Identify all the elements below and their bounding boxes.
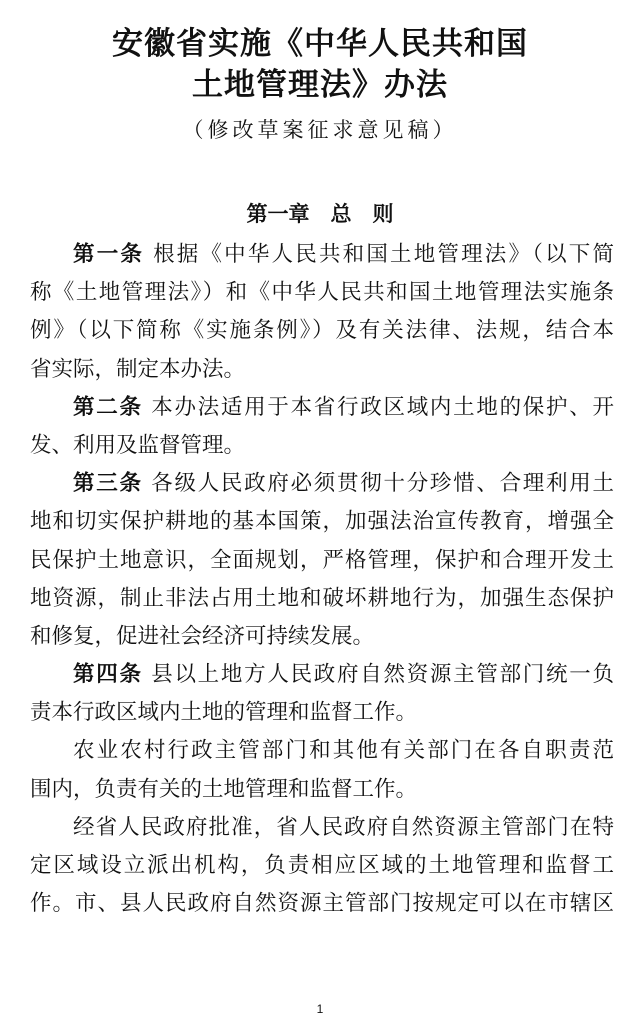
paragraph-text: 本办法适用于本省行政区域内土地的保护、开 <box>142 394 614 420</box>
paragraph-line: 发、利用及监督管理。 <box>30 432 246 458</box>
paragraph-text: 各级人民政府必须贯彻十分珍惜、合理利用土 <box>142 471 614 497</box>
paragraph-line: 经省人民政府批准，省人民政府自然资源主管部门在特 <box>73 814 614 840</box>
paragraph-line <box>30 389 614 427</box>
article-label: 第二条 <box>73 394 143 420</box>
document-title-line-1: 安徽省实施《中华人民共和国 <box>112 26 528 62</box>
paragraph-line: 和修复，促进社会经济可持续发展。 <box>30 623 375 649</box>
paragraph-line <box>30 465 614 503</box>
paragraph-line: 地和切实保护耕地的基本国策，加强法治宣传教育，增强全 <box>30 509 614 535</box>
document-body <box>30 236 614 923</box>
paragraph-line <box>30 236 614 274</box>
document-title-line-2: 土地管理法》办法 <box>192 67 448 103</box>
article-label: 第三条 <box>73 471 143 497</box>
document-subtitle: （修改草案征求意见稿） <box>182 118 458 142</box>
paragraph-line: 农业农村行政主管部门和其他有关部门在各自职责范 <box>73 738 614 764</box>
paragraph-line: 称《土地管理法》）和《中华人民共和国土地管理法实施条 <box>30 280 614 306</box>
chapter-heading: 第一章 总 则 <box>246 202 394 226</box>
article-label: 第四条 <box>73 662 143 688</box>
paragraph-text: 根据《中华人民共和国土地管理法》（以下简 <box>144 242 614 267</box>
article-label: 第一条 <box>73 242 145 267</box>
paragraph-line: 责本行政区域内土地的管理和监督工作。 <box>30 700 418 726</box>
paragraph-line: 民保护土地意识，全面规划，严格管理，保护和合理开发土 <box>30 547 614 573</box>
paragraph-line <box>30 656 614 694</box>
paragraph-line: 例》（以下简称《实施条例》）及有关法律、法规，结合本 <box>30 318 614 344</box>
paragraph-line: 作。市、县人民政府自然资源主管部门按规定可以在市辖区 <box>30 891 614 917</box>
paragraph-line: 省实际，制定本办法。 <box>30 356 246 382</box>
paragraph-line: 地资源，制止非法占用土地和破坏耕地行为，加强生态保护 <box>30 585 614 611</box>
paragraph-line: 围内，负责有关的土地管理和监督工作。 <box>30 776 418 802</box>
paragraph-text: 县以上地方人民政府自然资源主管部门统一负 <box>142 662 614 688</box>
page-number: 1 <box>316 1002 324 1016</box>
paragraph-line: 定区域设立派出机构，负责相应区域的土地管理和监督工 <box>30 853 614 878</box>
